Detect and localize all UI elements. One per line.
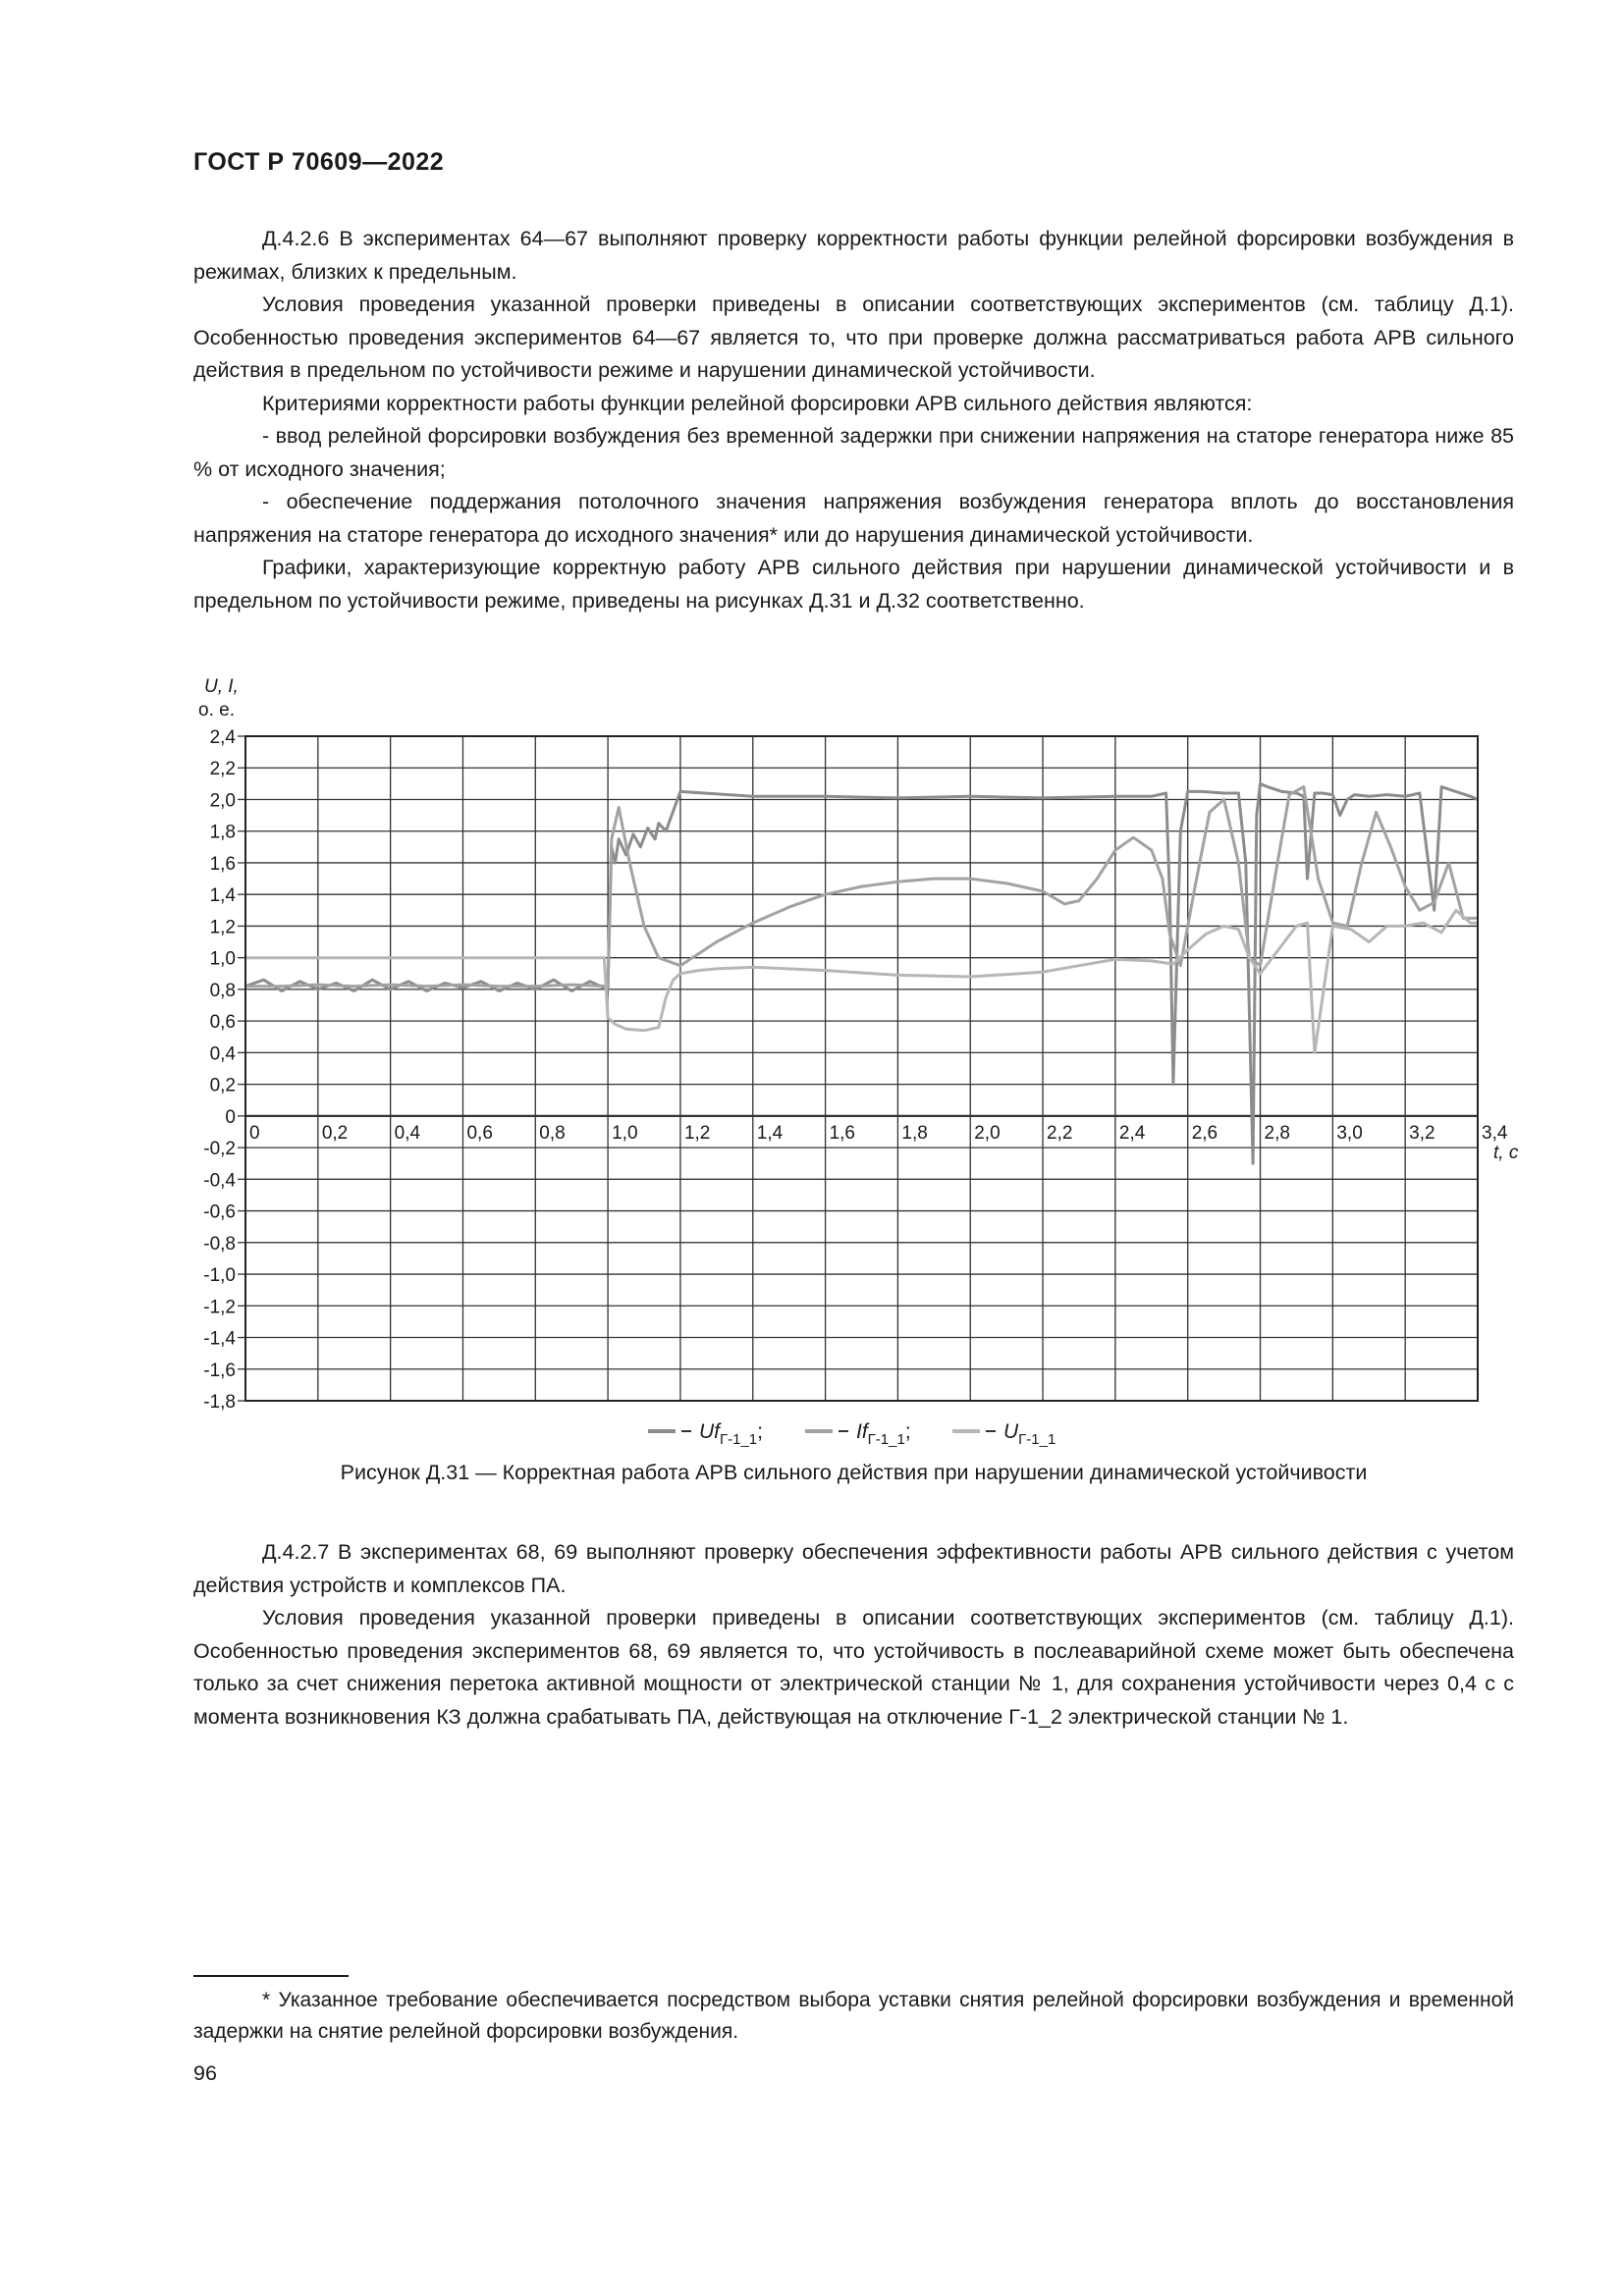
x-tick-label: 1,0	[612, 1122, 638, 1144]
y-tick-label: 1,8	[209, 822, 236, 843]
section-d426	[193, 223, 1514, 617]
y-tick-label: -1,6	[203, 1360, 236, 1381]
y-tick-label: -1,4	[203, 1328, 236, 1350]
y-tick-label: 0,4	[209, 1043, 236, 1065]
y-tick-label: -0,4	[203, 1170, 236, 1192]
y-tick-label: 2,4	[209, 727, 236, 748]
line-chart	[187, 672, 1519, 1453]
page-number: 96	[193, 2061, 217, 2085]
legend-label: $U_{Г-1\_1}$	[1003, 1420, 1056, 1448]
x-tick-label: 2,2	[1047, 1122, 1073, 1144]
paragraph: Условия проведения указанной проверки приведены в описании соответствующих экспериментов (см. таблицу Д.1). Особенностью проведения экспериментов 68, 69 является то, что устойчивость в послеаварийной схеме может быть обеспечена только за счет снижения перетока активной мощности от электрической станции № 1, для сохранения устойчивости через 0,4 с с момента возникновения КЗ должна срабатывать ПА, действующая на отключение Г-1_2 электрической станции № 1.	[193, 1606, 1514, 1729]
legend	[648, 1420, 1056, 1448]
y-tick-label: -0,2	[203, 1139, 236, 1160]
paragraph: Д.4.2.6 В экспериментах 64—67 выполняют проверку корректности работы функции релейной форсировки возбуждения в режимах, близких к предельным.	[193, 227, 1514, 284]
paragraph: Условия проведения указанной проверки приведены в описании соответствующих экспериментов (см. таблицу Д.1). Особенностью проведения экспериментов 64—67 является то, что при проверке должна рассматриваться работа АРВ сильного действия в предельном по устойчивости режиме и нарушении динамической устойчивости.	[193, 293, 1514, 382]
list-item: - обеспечение поддержания потолочного значения напряжения возбуждения генератора вплоть до восстановления напряжения на статоре генератора до исходного значения* или до нарушения динамической устойчивости.	[193, 490, 1514, 547]
x-tick-label: 1,8	[901, 1122, 928, 1144]
x-tick-label: 1,4	[756, 1122, 784, 1144]
x-tick-label: 2,0	[974, 1122, 1001, 1144]
section-d427	[193, 1536, 1514, 1734]
x-tick-label: 0	[249, 1122, 260, 1144]
legend-label: $If_{Г-1\_1}$;	[856, 1420, 911, 1448]
x-tick-label: 3,2	[1409, 1122, 1435, 1144]
y-tick-label: 1,6	[209, 853, 236, 875]
series-line	[245, 910, 1478, 1052]
y-tick-label: 0	[225, 1106, 236, 1128]
x-tick-label: 3,4	[1482, 1122, 1508, 1144]
paragraph: Критериями корректности работы функции релейной форсировки АРВ сильного действия являются:	[262, 391, 1253, 415]
y-tick-label: -1,0	[203, 1265, 236, 1287]
plot-frame	[245, 736, 1478, 1401]
grid	[238, 736, 1478, 1401]
footnote	[193, 1985, 1514, 2048]
figure-d31-chart	[187, 672, 1519, 1453]
x-tick-label: 2,8	[1264, 1122, 1290, 1144]
list-item: - ввод релейной форсировки возбуждения без временной задержки при снижении напряжения на статоре генератора ниже 85 % от исходного значения;	[193, 424, 1514, 481]
y-axis-unit: о. е.	[198, 700, 235, 721]
paragraph: Д.4.2.7 В экспериментах 68, 69 выполняют проверку обеспечения эффективности работы АРВ сильного действия с учетом действия устройств и комплексов ПА.	[193, 1540, 1514, 1597]
plot-border	[245, 736, 1478, 1401]
paragraph: Графики, характеризующие корректную работу АРВ сильного действия при нарушении динамической устойчивости и в предельном по устойчивости режиме, приведены на рисунках Д.31 и Д.32 соответственно.	[193, 556, 1514, 613]
y-tick-label: -1,8	[203, 1392, 236, 1413]
y-tick-label: 0,6	[209, 1012, 236, 1034]
legend-label: $Uf_{Г-1\_1}$;	[699, 1420, 763, 1448]
y-tick-label: -1,2	[203, 1297, 236, 1318]
x-tick-label: 3,0	[1336, 1122, 1363, 1144]
y-tick-label: 1,0	[209, 948, 236, 970]
x-tick-label: 2,6	[1191, 1122, 1218, 1144]
y-tick-label: 0,2	[209, 1075, 236, 1096]
x-tick-label: 1,6	[829, 1122, 856, 1144]
figure-caption: Рисунок Д.31 — Корректная работа АРВ сильного действия при нарушении динамической устойчивости	[340, 1461, 1368, 1484]
y-tick-label: 1,2	[209, 917, 236, 938]
standard-header: ГОСТ Р 70609—2022	[193, 148, 445, 176]
series-group	[245, 783, 1478, 1163]
x-tick-label: 2,4	[1118, 1122, 1146, 1144]
y-tick-label: 1,4	[209, 885, 236, 907]
x-tick-label: 0,2	[321, 1122, 349, 1144]
x-tick-label: 0,6	[466, 1122, 493, 1144]
y-tick-label: 2,0	[209, 790, 236, 812]
y-tick-label: -0,8	[203, 1233, 236, 1255]
y-tick-labels	[203, 727, 236, 1413]
x-tick-labels	[249, 1123, 1508, 1144]
footnote-text: * Указанное требование обеспечивается посредством выбора уставки снятия релейной форсировки возбуждения и временной задержки на снятие релейной форсировки возбуждения.	[193, 1989, 1514, 2043]
y-tick-label: -0,6	[203, 1201, 236, 1223]
x-axis-label: t, с	[1493, 1143, 1519, 1163]
x-tick-label: 0,8	[539, 1122, 566, 1144]
y-tick-label: 0,8	[209, 980, 236, 1001]
footnote-separator	[193, 1975, 349, 1977]
x-tick-label: 1,2	[683, 1122, 711, 1144]
x-tick-label: 0,4	[394, 1122, 421, 1144]
y-axis-label: U, I,	[204, 676, 239, 697]
y-tick-label: 2,2	[209, 759, 236, 780]
